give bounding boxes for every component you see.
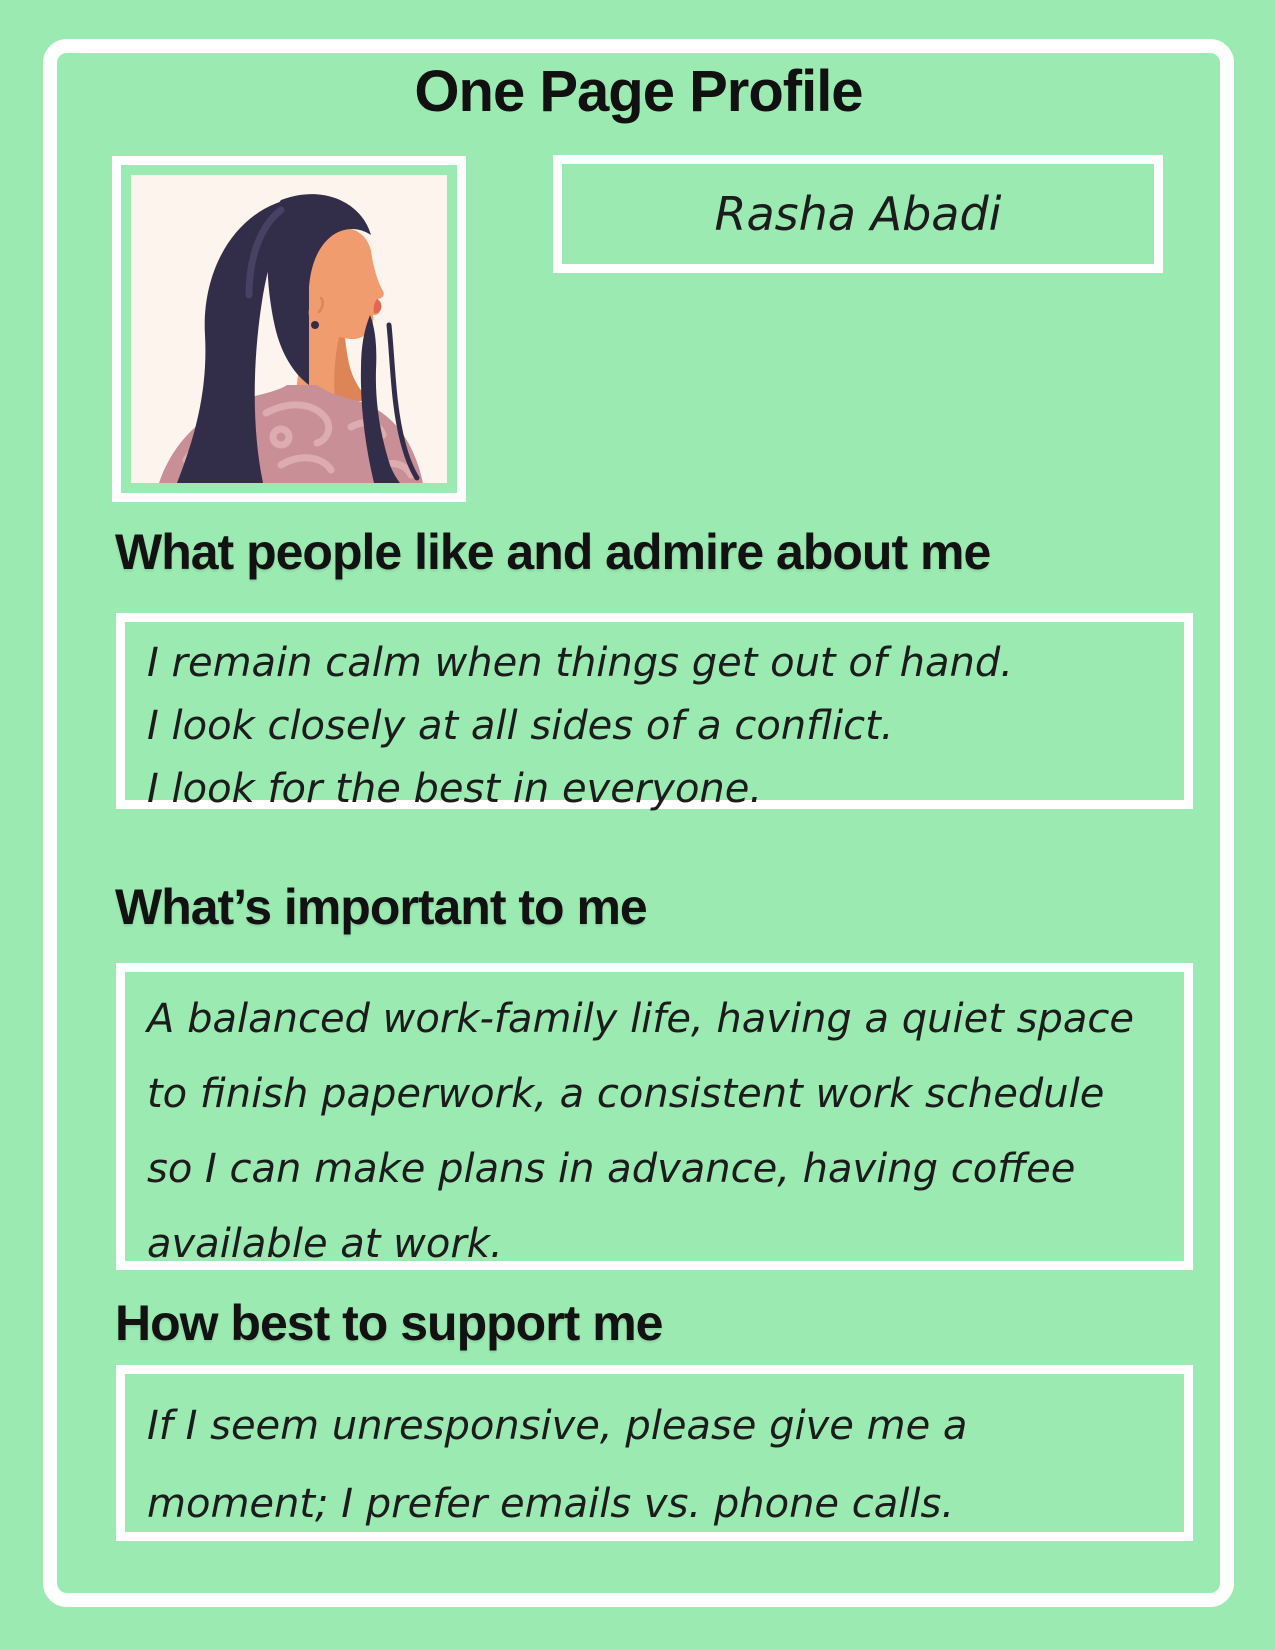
- textbox-support: [116, 1365, 1193, 1541]
- name-box: [553, 155, 1163, 273]
- textbox-line: available at work.: [147, 1221, 503, 1267]
- textbox-like-admire: [116, 613, 1193, 812]
- profile-name: Rasha Abadi: [714, 187, 1002, 241]
- textbox-line: so I can make plans in advance, having coffee: [147, 1146, 1076, 1192]
- textbox-line: I remain calm when things get out of hand.: [147, 640, 1013, 686]
- textbox-line: A balanced work-family life, having a quiet space: [147, 996, 1134, 1042]
- section-heading-support: How best to support me: [115, 1295, 663, 1351]
- textbox-line: If I seem unresponsive, please give me a: [147, 1403, 968, 1449]
- section-heading-like-admire: What people like and admire about me: [115, 524, 991, 580]
- textbox-line: to finish paperwork, a consistent work schedule: [147, 1071, 1105, 1117]
- page-title: One Page Profile: [414, 59, 863, 124]
- profile-photo-illustration: [131, 175, 447, 483]
- textbox-line: I look for the best in everyone.: [147, 766, 763, 812]
- textbox-line: moment; I prefer emails vs. phone calls.: [147, 1481, 955, 1527]
- profile-photo-frame: [112, 156, 466, 502]
- earring: [311, 321, 319, 329]
- textbox-important: [116, 963, 1193, 1270]
- textbox-line: I look closely at all sides of a conflict.: [147, 703, 894, 749]
- section-heading-important: What’s important to me: [115, 879, 647, 935]
